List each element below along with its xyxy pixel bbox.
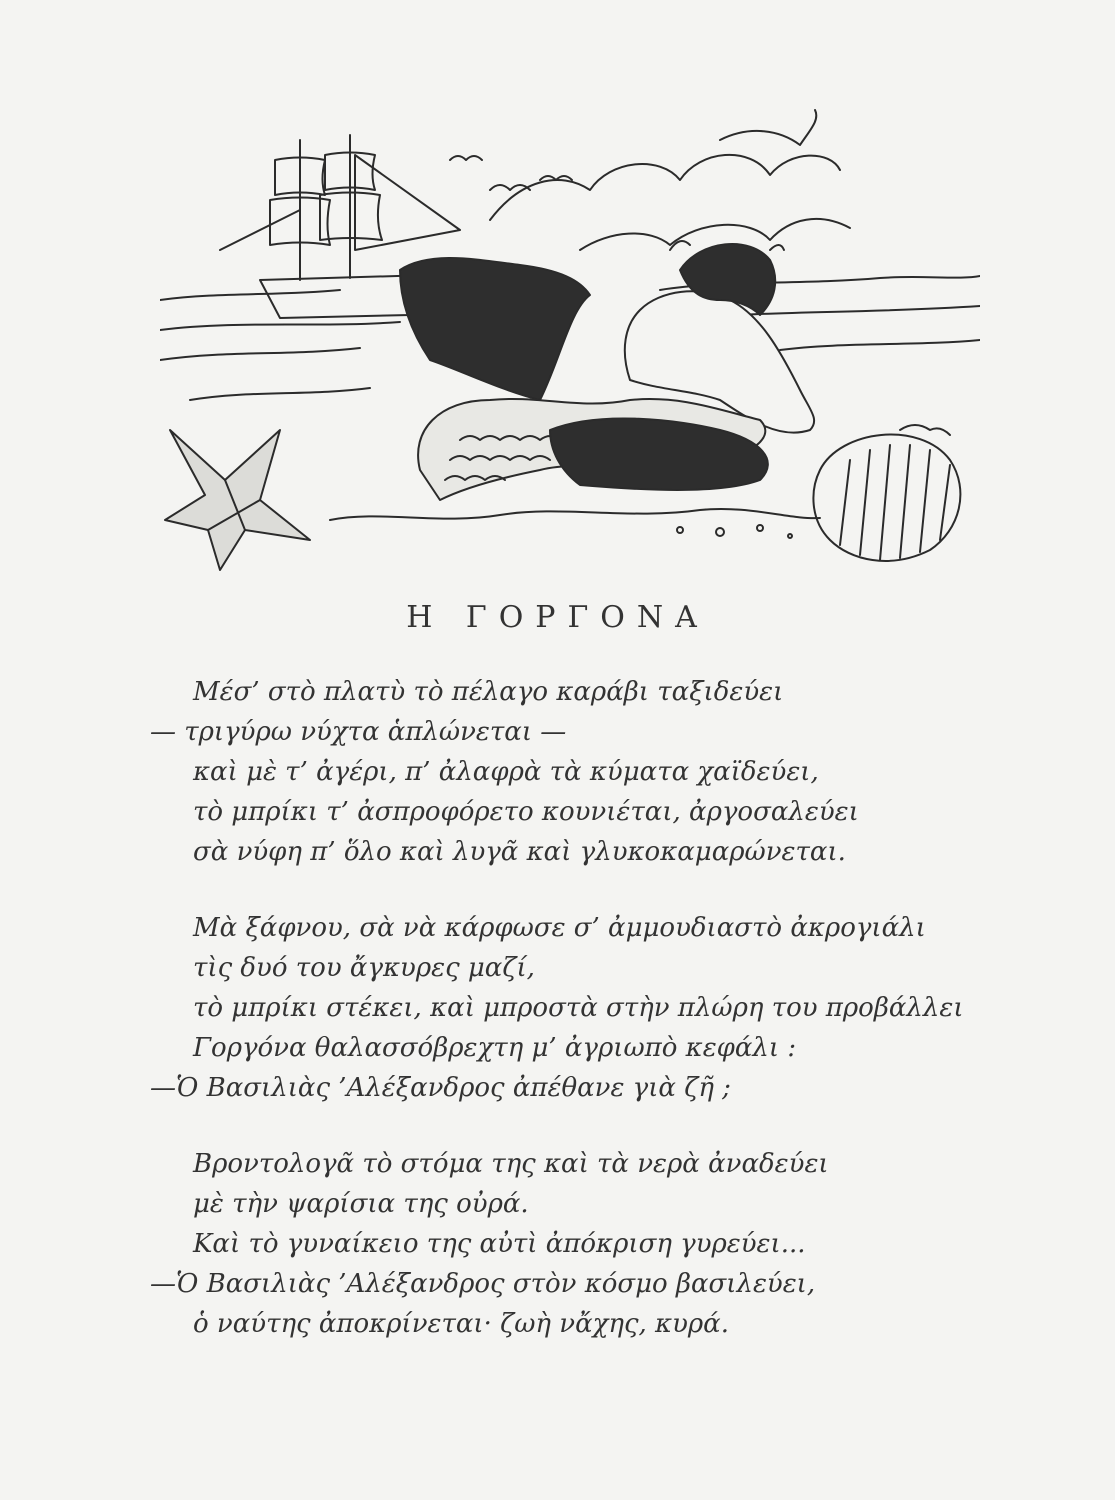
seagull-icons	[450, 156, 572, 190]
starfish-icon	[165, 430, 310, 570]
stanza-3	[0, 1144, 1115, 1344]
stanza-1	[0, 672, 1115, 872]
dark-wave-splash	[400, 258, 590, 400]
poem-line: τὶς δυό του ἄγκυρες μαζί,	[193, 953, 535, 983]
poem-line: ὁ ναύτης ἀποκρίνεται· ζωὴ νἄχης, κυρά.	[193, 1309, 730, 1339]
foam-dots	[330, 509, 820, 538]
poem-line: τὸ μπρίκι στέκει, καὶ μπροστὰ στὴν πλώρη του προβάλλει	[193, 993, 964, 1023]
poem-line: —Ὁ Βασιλιὰς ’Αλέξανδρος ἀπέθανε γιὰ ζῆ ;	[150, 1073, 731, 1103]
poem-line: Μέσ’ στὸ πλατὺ τὸ πέλαγο καράβι ταξιδεύει	[193, 677, 784, 707]
poem-line: καὶ μὲ τ’ ἀγέρι, π’ ἀλαφρὰ τὰ κύματα χαϊδεύει,	[193, 757, 819, 787]
mermaid-illustration	[160, 100, 980, 580]
poem-line: — τριγύρω νύχτα ἁπλώνεται —	[150, 717, 567, 747]
poem-line: τὸ μπρίκι τ’ ἀσπροφόρετο κουνιέται, ἀργοσαλεύει	[193, 797, 859, 827]
poem-line: Καὶ τὸ γυναίκειο της αὐτὶ ἀπόκριση γυρεύει...	[193, 1229, 806, 1259]
poem-title: Η ΓΟΡΓΟΝΑ	[406, 600, 709, 635]
poem-line: Γοργόνα θαλασσόβρεχτη μ’ ἀγριωπὸ κεφάλι :	[193, 1033, 797, 1063]
poem-body	[0, 672, 1115, 1380]
poem-line: —Ὁ Βασιλιὰς ’Αλέξανδρος στὸν κόσμο βασιλεύει,	[150, 1269, 816, 1299]
stanza-2	[0, 908, 1115, 1108]
poem-line: μὲ τὴν ψαρίσια της οὐρά.	[193, 1189, 529, 1219]
poem-line: Βροντολογᾶ τὸ στόμα της καὶ τὰ νερὰ ἀναδεύει	[193, 1149, 829, 1179]
poem-line: Μὰ ξάφνου, σὰ νὰ κάρφωσε σ’ ἀμμουδιαστὸ ἀκρογιάλι	[193, 913, 926, 943]
scallop-shell-icon	[813, 425, 960, 561]
poem-line: σὰ νύφη π’ ὅλο καὶ λυγᾶ καὶ γλυκοκαμαρώνεται.	[193, 837, 846, 867]
cloud-lines	[490, 110, 850, 250]
